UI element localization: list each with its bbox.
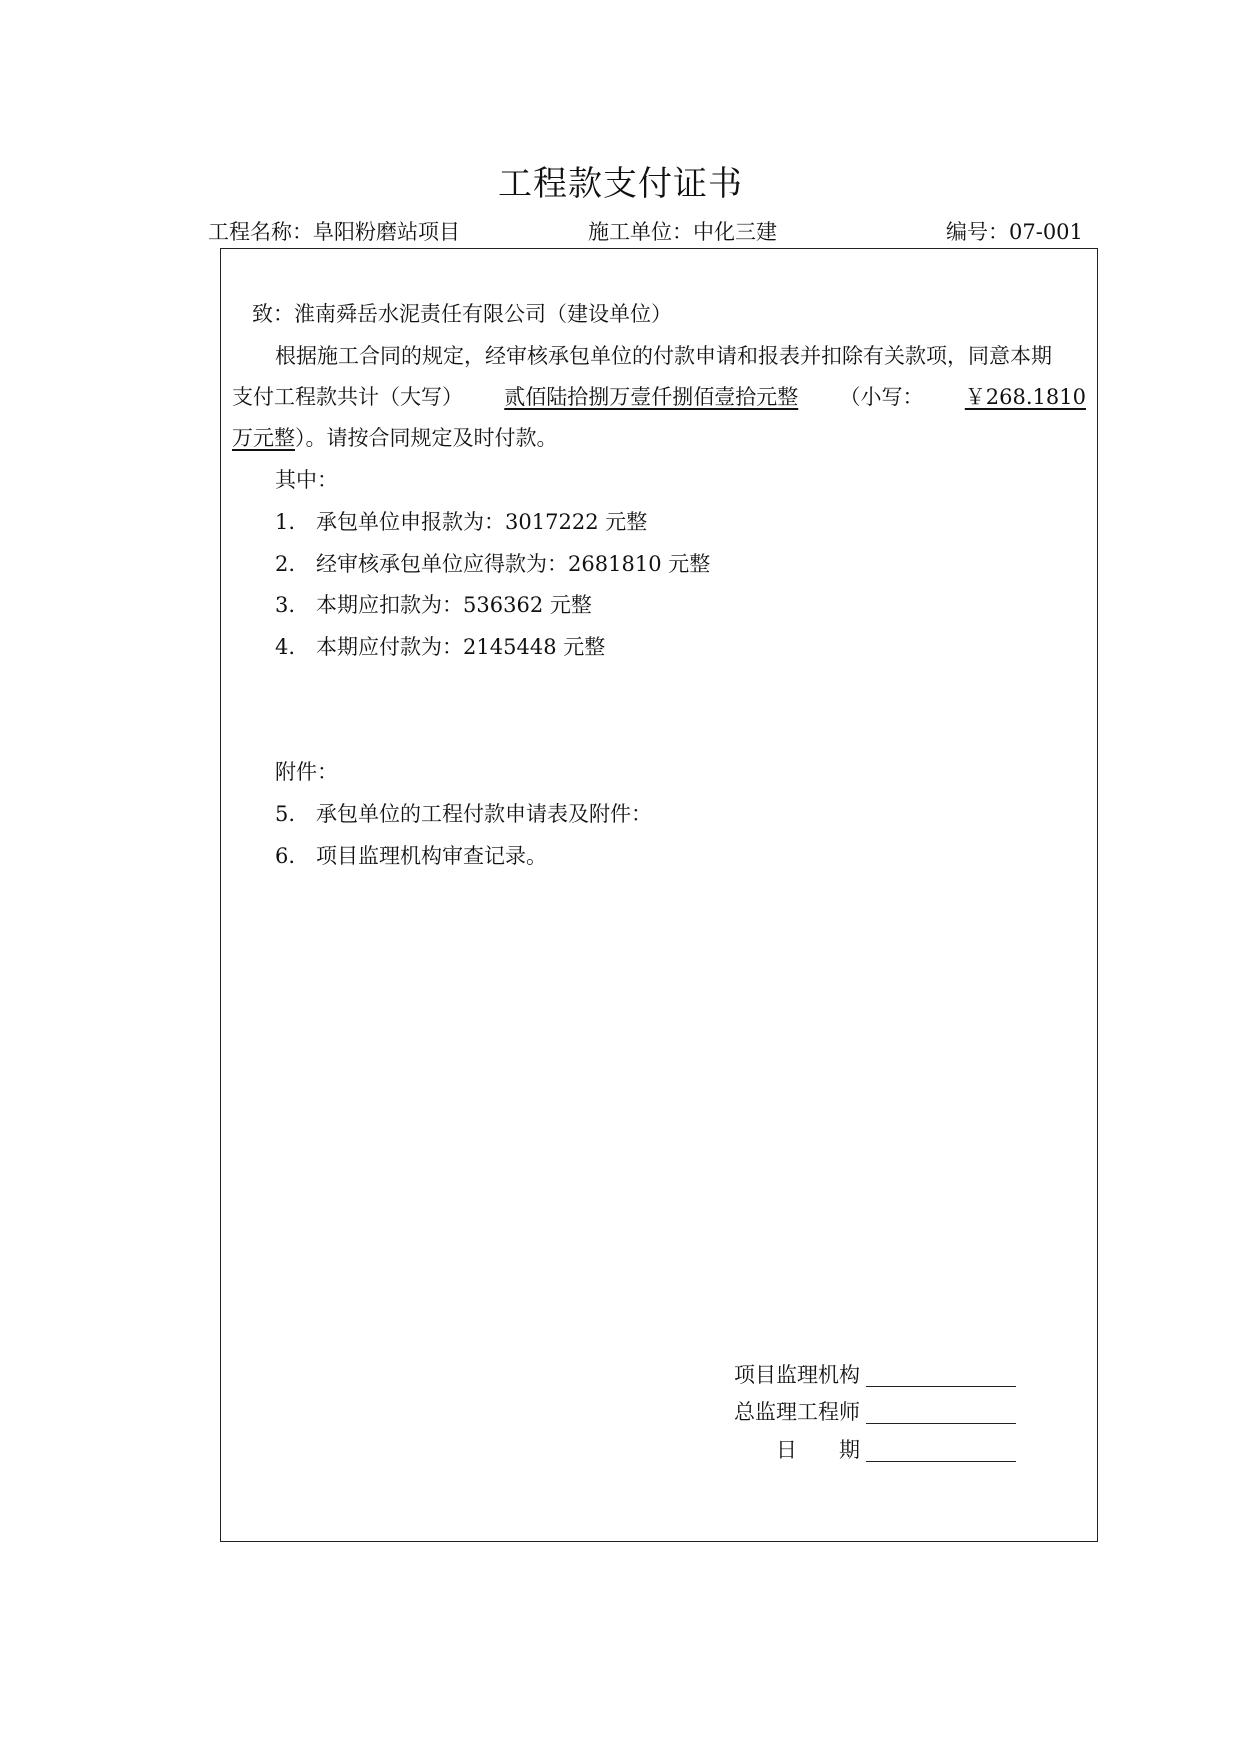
date-label: 日 期 — [776, 1438, 860, 1462]
item-4: 4. 本期应付款为：2145448 元整 — [275, 635, 606, 659]
supervision-org-label: 项目监理机构 — [734, 1363, 860, 1387]
item-1: 1. 承包单位申报款为：3017222 元整 — [275, 510, 648, 534]
date-signature-line — [866, 1461, 1016, 1462]
attachment-2: 6. 项目监理机构审查记录。 — [275, 844, 548, 868]
amount-unit: 万元整 — [232, 426, 295, 450]
addressee: 致：淮南舜岳水泥责任有限公司（建设单位） — [252, 302, 672, 326]
contractor-name: 施工单位：中化三建 — [588, 220, 777, 244]
lowercase-label: （小写： — [839, 385, 924, 409]
among-label: 其中： — [275, 468, 338, 492]
chief-engineer-label: 总监理工程师 — [734, 1400, 860, 1424]
supervision-org-signature-line — [866, 1386, 1016, 1387]
attachment-1: 5. 承包单位的工程付款申请表及附件： — [275, 802, 653, 826]
amount-in-words: 贰佰陆拾捌万壹仟捌佰壹拾元整 — [504, 385, 799, 409]
paragraph-line-1: 根据施工合同的规定，经审核承包单位的付款申请和报表并扣除有关款项，同意本期 — [275, 344, 1052, 368]
attachments-label: 附件： — [275, 760, 338, 784]
item-2: 2. 经审核承包单位应得款为：2681810 元整 — [275, 552, 711, 576]
paragraph-line-3 — [232, 424, 558, 452]
item-3: 3. 本期应扣款为：536362 元整 — [275, 593, 592, 617]
amount-in-figures: ￥268.1810 — [964, 385, 1086, 409]
payment-request: ）。请按合同规定及时付款。 — [295, 426, 558, 450]
total-label: 支付工程款共计（大写） — [232, 385, 463, 409]
document-title: 工程款支付证书 — [498, 164, 743, 204]
document-number: 编号：07-001 — [946, 220, 1083, 244]
project-name: 工程名称：阜阳粉磨站项目 — [208, 220, 460, 244]
chief-engineer-signature-line — [866, 1423, 1016, 1424]
paragraph-line-2 — [232, 383, 1086, 411]
